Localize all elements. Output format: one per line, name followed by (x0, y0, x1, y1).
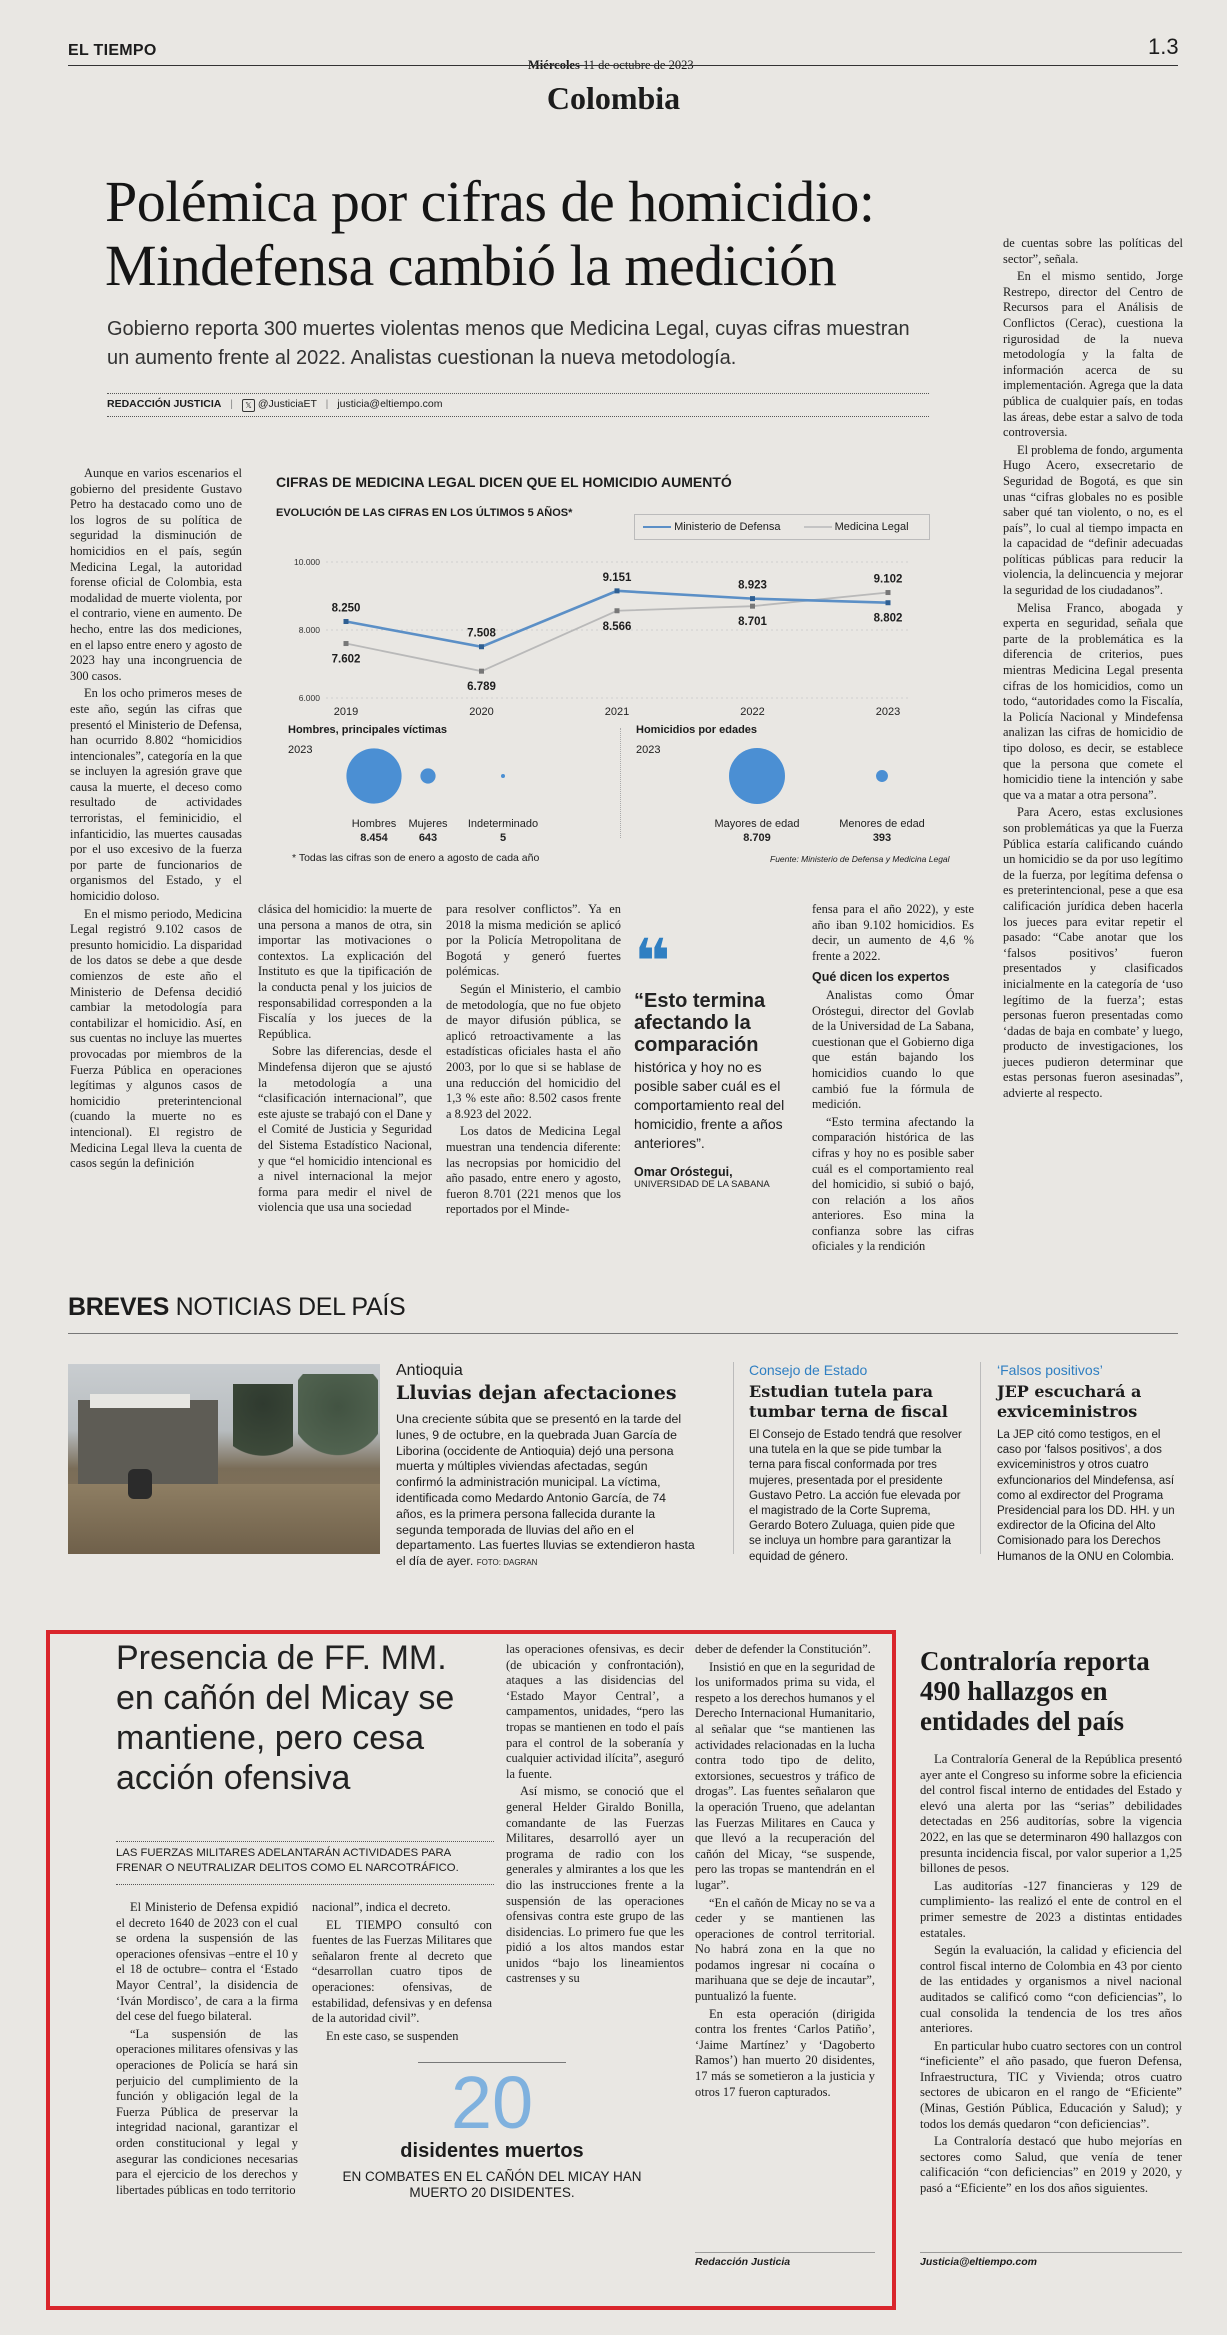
paragraph: de cuentas sobre las políticas del sector”, señala. (1003, 236, 1183, 266)
left-bubble-value: 8.454 (360, 832, 388, 844)
big-number: 20 (450, 2061, 534, 2144)
breve-consejo-kicker: Consejo de Estado (749, 1362, 868, 1378)
bubbles-right-title: Homicidios por edades (636, 724, 758, 736)
micay-column-4 (695, 1642, 875, 2102)
chart-source: Fuente: Ministerio de Defensa y Medicina Legal (770, 854, 950, 864)
section-title: Colombia (546, 80, 681, 116)
data-label: 8.701 (738, 616, 767, 629)
data-label: 8.802 (873, 612, 903, 625)
chart-title: CIFRAS DE MEDICINA LEGAL DICEN QUE EL HOMICIDIO AUMENTÓ (276, 474, 732, 490)
y-tick-label: 10.000 (294, 557, 320, 567)
paragraph: Para Acero, estas exclusiones son problemáticas ya que la Fuerza Pública estaría calificando cuándo un homicidio se da por uso legítimo de la fuerza, por legítima defensa o es preterintencional, pese a que esa calificación jurídica deben hacerla los jueces para evitar repetir el pasado: “Cabe anotar que los ‘falsos positivos’ fueron presentados y clasificados inicialmente en la categoría de ‘uso legítimo de la fuerza’; estas personas fueron presentadas como ‘dadas de baja en combate’ y luego, producto de investigaciones, los jueces pudieron determinar que estas personas fueron asesinadas”, advierte al respecto. (1003, 805, 1183, 1101)
data-label: 8.566 (602, 620, 632, 633)
paragraph: “Esto termina afectando la comparación histórica de las cifras y hoy no es posible saber cuál es el comportamiento real del homicidio, si subió o bajó, con relación a los años anteriores. Eso mina la confianza sobre las cifras oficiales y la rendición (812, 1114, 974, 1254)
data-point (615, 588, 620, 593)
paragraph: Los datos de Medicina Legal muestran una tendencia diferente: las necropsias por homicidio del año pasado, entre enero y agosto, fueron 8.701 (221 menos que los reportados por el Minde- (446, 1124, 621, 1217)
data-point (886, 590, 891, 595)
bubbles-right-year: 2023 (636, 744, 661, 756)
left-bubble (420, 768, 435, 783)
paragraph: “La suspensión de las operaciones militares ofensivas y las operaciones de Policía se hará sin perjuicio del cumplimiento de la función y obligación legal de la Fuerza Pública de preservar la integridad nacional, garantizar el orden constitucional y legal y asegurar las condiciones necesarias para el ejercicio de los derechos y libertades públicas en todo territorio (116, 2026, 298, 2197)
data-point (344, 619, 349, 624)
x-tick-label: 2020 (469, 706, 494, 718)
big-number-caption: EN COMBATES EN EL CAÑÓN DEL MICAY HAN MUERTO 20 DISIDENTES. (342, 2169, 642, 2200)
main-column-2 (258, 902, 432, 1218)
contraloria-headline: Contraloría reporta 490 hallazgos en entidades del país (920, 1646, 1150, 1736)
data-label: 9.151 (602, 571, 632, 584)
paragraph: Melisa Franco, abogada y experta en seguridad, señala que parte de la problemática es la diferencia de criterios, pues mientras Medicina Legal presenta cifras de los homicidios, como un todo, “autoridades como la Fiscalía, la Policía Nacional y Mindefensa analizan las cifras de homicidio de tipo doloso, es decir, se establece que la persona que comete el homicidio tiene la intención y sabe que va a matar a otra persona”. (1003, 600, 1183, 802)
contraloria-body (920, 1752, 1182, 2199)
breve-antioquia-title: Lluvias dejan afectaciones (396, 1382, 677, 1404)
legend-swatch-medicina (804, 526, 832, 528)
data-label: 7.508 (467, 627, 496, 640)
big-number-label: disidentes muertos (400, 2140, 584, 2162)
data-label: 6.789 (467, 681, 496, 694)
x-tick-label: 2021 (604, 706, 630, 718)
pull-quote-org: UNIVERSIDAD DE LA SABANA (634, 1179, 770, 1190)
legend-label-medicina: Medicina Legal (834, 521, 909, 533)
col5-intro: fensa para el año 2022), y este año iban 9.102 homicidios. Es decir, un aumento de 4,6 % frente a 2022. (812, 902, 974, 963)
legend-label-mindefensa: Ministerio de Defensa (674, 521, 781, 533)
paragraph: Así mismo, se conoció que el general Helder Giraldo Bonilla, comandante de las Fuerzas Militares, desarrolló ayer un programa de radio con los generales y almirantes a los que les dio las instrucciones frente a la suspensión de las operaciones ofensivas contra este grupo de las disidencias. Lo primero fue que les pidió a los altos mandos estar unidos “bajo los lineamientos castrenses y su (506, 1784, 684, 1986)
pull-quote (634, 925, 794, 1190)
left-bubble-value: 643 (418, 832, 438, 844)
main-column-6 (1003, 236, 1183, 1104)
left-bubble-value: 5 (499, 832, 507, 844)
breves-divider-2 (980, 1362, 981, 1554)
byline-rule-top (107, 393, 929, 394)
x-tick-label: 2023 (875, 706, 901, 718)
y-tick-label: 8.000 (298, 625, 320, 635)
paragraph: En esta operación (dirigida contra los frentes ‘Carlos Patiño’, ‘Jaime Martínez’ y ‘Dagoberto Ramos’) han muerto 20 disidentes, 17 más se sometieron a la justicia y otros 17 fueron capturados. (695, 2006, 875, 2099)
y-tick-label: 6.000 (298, 693, 320, 703)
legend-swatch-mindefensa (643, 526, 671, 528)
data-label: 9.102 (873, 573, 903, 586)
chart-footnote: * Todas las cifras son de enero a agosto de cada año (292, 852, 540, 864)
contraloria-signature-rule (920, 2252, 1182, 2253)
paragraph: La Contraloría General de la República presentó ayer ante el Congreso su informe sobre la eficiencia del control fiscal interno de entidades del Estado y elevó una alerta por las “serias” debilidades detectadas en 256 auditorías, sobre la vigencia 2022, en las que se determinaron 490 hallazgos con presunta incidencia fiscal, por valor superior a 1,25 billones de pesos. (920, 1752, 1182, 1876)
legend (634, 514, 930, 540)
breve-jep (997, 1362, 1183, 1565)
paragraph: En el mismo sentido, Jorge Restrepo, director del Centro de Recursos para el Análisis de Conflictos (Cerac), cuestiona la rigurosidad de la nueva metodología y la falta de información acerca de su implementación. Agrega que la data pública de cualquier país, en todas las áreas, debe estar a salvo de toda controversia. (1003, 269, 1183, 440)
page-date: Miércoles 11 de octubre de 2023 (528, 58, 694, 72)
paragraph: En particular hubo cuatro sectores con un control “ineficiente” el año pasado, que fueron Defensa, Infraestructura, TIC y Vivienda; otros cuatro sectores de ubicaron en el rango de “Eficiente” (Minas, Gestión Pública, Educación y Salud); y todos los demás quedaron “con deficiencias”. (920, 2038, 1182, 2131)
paragraph: Analistas como Ómar Oróstegui, director del Govlab de la Universidad de La Sabana, cuestionan que el Gobierno diga que están bajando los homicidios cuando lo que cambió fue la fórmula de medición. (812, 987, 974, 1112)
main-deck: Gobierno reporta 300 muertes violentas menos que Medicina Legal, cuyas cifras muestran un aumento frente al 2022. Analistas cuestionan la nueva metodología. (107, 318, 910, 369)
paragraph: La Contraloría destacó que hubo mejorías en sectores como Salud, que venía de tener calificación “con deficiencias” en 2019 y 2020, y pasó a “Eficiente” en los dos años siguientes. (920, 2134, 1182, 2196)
data-point (479, 669, 484, 674)
bubble-chart-svg (268, 740, 980, 860)
breves-rule (68, 1333, 1178, 1334)
breve-antioquia-kicker: Antioquia (396, 1362, 463, 1379)
right-bubble-value: 8.709 (743, 832, 771, 844)
paragraph: EL TIEMPO consultó con fuentes de las Fuerzas Militares que señalaron frente al decreto que “desarrollan cuatro tipos de operaciones: ofensivas, de estabilidad, defensivas y en defensa de la autoridad civil”. (312, 1917, 492, 2026)
paragraph: Las auditorías -127 financieras y 129 de cumplimiento- las realizó el ente de control en el primer semestre de 2023 a distintas entidades estatales. (920, 1878, 1182, 1940)
data-point (750, 604, 755, 609)
series-line-0 (346, 591, 888, 647)
data-point (479, 644, 484, 649)
data-point (615, 608, 620, 613)
main-headline: Polémica por cifras de homicidio: Mindefensa cambió la medición (105, 169, 875, 298)
paragraph: nacional”, indica el decreto. (312, 1900, 451, 1914)
left-bubble-label: Hombres (351, 818, 397, 830)
x-tick-label: 2022 (740, 706, 765, 718)
paragraph: Sobre las diferencias, desde el Mindefensa dijeron que se ajustó la metodología a una “clasificación internacional”, que este ajuste se trabajó con el Dane y el Comité de Justicia y Seguridad del Sistema Estadístico Nacional, y que “el homicidio intencional es a nivel internacional la mejor forma para medir el nivel de violencia que usa una sociedad (258, 1044, 432, 1215)
contraloria-signature: Justicia@eltiempo.com (920, 2256, 1038, 2268)
header-rule (68, 65, 1178, 66)
quote-icon: ❝ (634, 925, 671, 998)
paragraph: clásica del homicidio: la muerte de una persona a manos de otra, sin importar las motivaciones o contextos. La explicación del Instituto es que la tipificación de la conducta penal y los juicios de responsabilidad corresponden a la Fiscalía y los jueces de la República. (258, 902, 432, 1041)
pull-quote-name: Omar Oróstegui, (634, 1165, 733, 1179)
breves-photo (68, 1364, 380, 1554)
bubbles-left-title: Hombres, principales víctimas (288, 724, 447, 736)
paragraph: Insistió en que en la seguridad de los uniformados prima su vida, el respeto a los derechos humanos y el Derecho Internacional Humanitario, al señalar que “se mantienen las actividades relacionadas en la lucha contra todo tipo de delito, extorsiones, secuestros y tráfico de drogas”. Las fuentes señalaron que la operación Trueno, que adelantan las Fuerzas Militares en Cauca y que llevó a la recuperación del cañón del Micay, “se suspende, pero las tropas se mantendrán en el lugar”. (695, 1659, 875, 1892)
paragraph: El problema de fondo, argumenta Hugo Acero, exsecretario de Seguridad de Bogotá, es que sin unas “cifras globales no es posible saber qué tan violento, o no, es el país”, lo cual al tiempo impacta en la capacidad de “definir adecuadas políticas públicas para reducir la violencia, la delincuencia y mejorar la seguridad de los ciudadanos”. (1003, 442, 1183, 598)
paragraph: Según el Ministerio, el cambio de metodología, que no fue objeto de mayor difusión pública, se aplicó retroactivamente a las estadísticas oficiales hasta el año 2003, por lo que si se hablase de una reducción del homicidio del 1,3 % este año: 8.502 casos frente a 8.923 del 2022. (446, 981, 621, 1121)
paragraph: para resolver conflictos”. Ya en 2018 la misma medición se aplicó por la Policía Metropolitana de Bogotá y generó fuertes polémicas. (446, 902, 621, 979)
paragraph: Aunque en varios escenarios el gobierno del presidente Gustavo Petro ha destacado como uno de los logros de su política de seguridad la disminución de homicidios en el país, según Medicina Legal, la autoridad forense oficial de Colombia, esta modalidad de muerte violenta, por el contrario, viene en aumento. De hecho, entre las dos mediciones, en el lapso entre enero y agosto de 2023 hay una incongruencia de 300 casos. (70, 466, 242, 683)
data-label: 8.250 (331, 602, 361, 615)
data-label: 8.923 (738, 579, 767, 592)
breve-consejo (749, 1362, 963, 1565)
left-bubble-label: Indeterminado (467, 818, 539, 830)
micay-summary-rule-top (116, 1841, 494, 1842)
left-bubble (501, 774, 505, 778)
micay-column-3 (506, 1642, 684, 1989)
main-column-5 (812, 902, 974, 1257)
byline: REDACCIÓN JUSTICIA | 𝕏 @JusticiaET | justicia@eltiempo.com (107, 398, 443, 410)
paragraph: “En el cañón de Micay no se va a ceder y se mantienen las operaciones de control territorial. No habrá zona en la que no podamos ingresar ni cocaína o marihuana que se deje de incautar”, puntualizó la fuente. (695, 1895, 875, 2004)
left-bubble-label: Mujeres (408, 818, 448, 830)
byline-rule-bottom (107, 416, 929, 417)
micay-column-2 (312, 1900, 492, 2046)
data-point (750, 596, 755, 601)
paragraph: deber de defender la Constitución”. (695, 1642, 871, 1656)
right-bubble-label: Menores de edad (839, 818, 925, 830)
byline-email: justicia@eltiempo.com (337, 398, 443, 410)
micay-column-1 (116, 1900, 298, 2200)
col5-subhead: Qué dicen los expertos (812, 970, 950, 985)
breve-antioquia-text: Una creciente súbita que se presentó en la tarde del lunes, 9 de octubre, en la quebrada Juan García de Liborina (occidente de Antioquia) dejó una persona muerta y múltiples viviendas afectadas, según confirmó la administración municipal. La víctima, identificada como Medardo Antonio García, de 74 años, es la primera persona fallecida durante la segunda temporada de lluvias del año en el departamento. Las fuertes lluvias se extendieron hasta el día de ayer. FOTO: DAGRAN (396, 1412, 695, 1569)
data-point (344, 641, 349, 646)
line-chart-svg (268, 510, 980, 750)
right-bubble (876, 770, 888, 782)
paragraph: En los ocho primeros meses de este año, según las cifras que presentó el Ministerio de Defensa, han ocurrido 8.802 “homicidios intencionales”, categoría en la que se incluyen la agresión grave que causa la muerte, el deceso como resultado de actividades terroristas, el feminicidio, el infanticidio, las muertes causadas por el uso excesivo de la fuerza por parte de funcionarios de organismos del Estado, y el homicidio doloso. (70, 686, 242, 904)
x-icon: 𝕏 (242, 399, 255, 412)
chart-subtitle: EVOLUCIÓN DE LAS CIFRAS EN LOS ÚLTIMOS 5 AÑOS* (276, 507, 573, 519)
micay-signature: Redacción Justicia (695, 2256, 791, 2268)
data-point (886, 600, 891, 605)
main-column-1 (70, 466, 242, 1174)
right-bubble-label: Mayores de edad (714, 818, 800, 830)
breve-consejo-text: El Consejo de Estado tendrá que resolver una tutela en la que se pide tumbar la terna para fiscal conformada por tres mujeres, presentada por el presidente Gustavo Petro. La acción fue elevada por el magistrado de la Corte Suprema, Gerardo Botero Zuluaga, quien pide que se incluya un hombre para garantizar la equidad de género. (749, 1429, 962, 1563)
pull-quote-text: histórica y hoy no es posible saber cuál es el comportamiento real del homicidio, frente a años anteriores”. (634, 1059, 785, 1151)
data-label: 7.602 (331, 653, 361, 666)
pull-quote-lead: “Esto termina afectando la comparación (634, 990, 766, 1056)
bubbles-left-year: 2023 (288, 744, 313, 756)
breve-consejo-title: Estudian tutela para tumbar terna de fiscal (749, 1382, 948, 1421)
homicide-chart (268, 470, 980, 870)
big-number-box (322, 2061, 662, 2201)
left-bubble (346, 748, 401, 803)
page-number: 1.3 (1148, 34, 1179, 59)
breves-divider-1 (733, 1362, 734, 1554)
micay-summary: LAS FUERZAS MILITARES ADELANTARÁN ACTIVIDADES PARA FRENAR O NEUTRALIZAR DELITOS COMO EL NARCOTRÁFICO. (116, 1847, 459, 1874)
brand-logo: EL TIEMPO (68, 42, 157, 59)
breve-antioquia (396, 1362, 696, 1571)
breve-jep-title: JEP escuchará a exviceministros (997, 1382, 1142, 1421)
breves-label: BREVES NOTICIAS DEL PAÍS (68, 1293, 406, 1321)
paragraph: En este caso, se suspenden (326, 2028, 459, 2043)
paragraph: las operaciones ofensivas, es decir (de ubicación y confrontación), ataques a las disidencias del ‘Estado Mayor Central’, a campamentos, unidades, “pero las tropas se mantienen en todo el país para el control de la soberanía y cualquier actividad ilícita”, aseguró la fuente. (506, 1642, 684, 1781)
paragraph: En el mismo periodo, Medicina Legal registró 9.102 casos de presunto homicidio. La disparidad de los datos se debe a que desde comienzos de este año el Ministerio de Defensa decidió cambiar la metodología para contabilizar el homicidio. Así, en sus cuentas no incluye las muertes provocadas por miembros de la Fuerza Pública en operaciones legítimas y algunos casos de homicidio preterintencional (cuando la muerte no es intencional). El registro de Medicina Legal lleva la cuenta de casos según la definición (70, 906, 242, 1171)
paragraph: Según la evaluación, la calidad y eficiencia del control fiscal interno de Colombia en 43 por ciento de las entidades y organismos a nivel nacional auditados se calificó como “con deficiencias”, lo cual consolida la tendencia de los tres años anteriores. (920, 1943, 1182, 2036)
micay-summary-rule-bottom (116, 1884, 494, 1885)
byline-author: REDACCIÓN JUSTICIA (107, 398, 222, 410)
micay-signature-rule (695, 2252, 875, 2253)
micay-headline: Presencia de FF. MM. en cañón del Micay se mantiene, pero cesa acción ofensiva (116, 1639, 455, 1797)
byline-handle: @JusticiaET (257, 398, 317, 410)
paragraph: El Ministerio de Defensa expidió el decreto 1640 de 2023 con el cual se ordena la suspensión de las operaciones ofensivas –entre el 10 y el 18 de octubre– contra el ‘Estado Mayor Central’, la disidencia de ‘Iván Mordisco’, de cara a la firma del cese del fuego bilateral. (116, 1900, 298, 2024)
main-column-3 (446, 902, 621, 1220)
photo-credit: FOTO: DAGRAN (476, 1558, 538, 1568)
right-bubble-value: 393 (872, 832, 892, 844)
breve-jep-kicker: ‘Falsos positivos’ (997, 1362, 1103, 1378)
breve-jep-text: La JEP citó como testigos, en el caso por ‘falsos positivos’, a dos exviceministros y otros cuatro exfuncionarios del Mindefensa, así como al exdirector del Programa Presidencial para los DD. HH. y un exdirector de la Oficina del Alto Comisionado para los Derechos Humanos de la ONU en Colombia. (997, 1429, 1175, 1563)
x-tick-label: 2019 (333, 706, 359, 718)
right-bubble (729, 748, 785, 804)
